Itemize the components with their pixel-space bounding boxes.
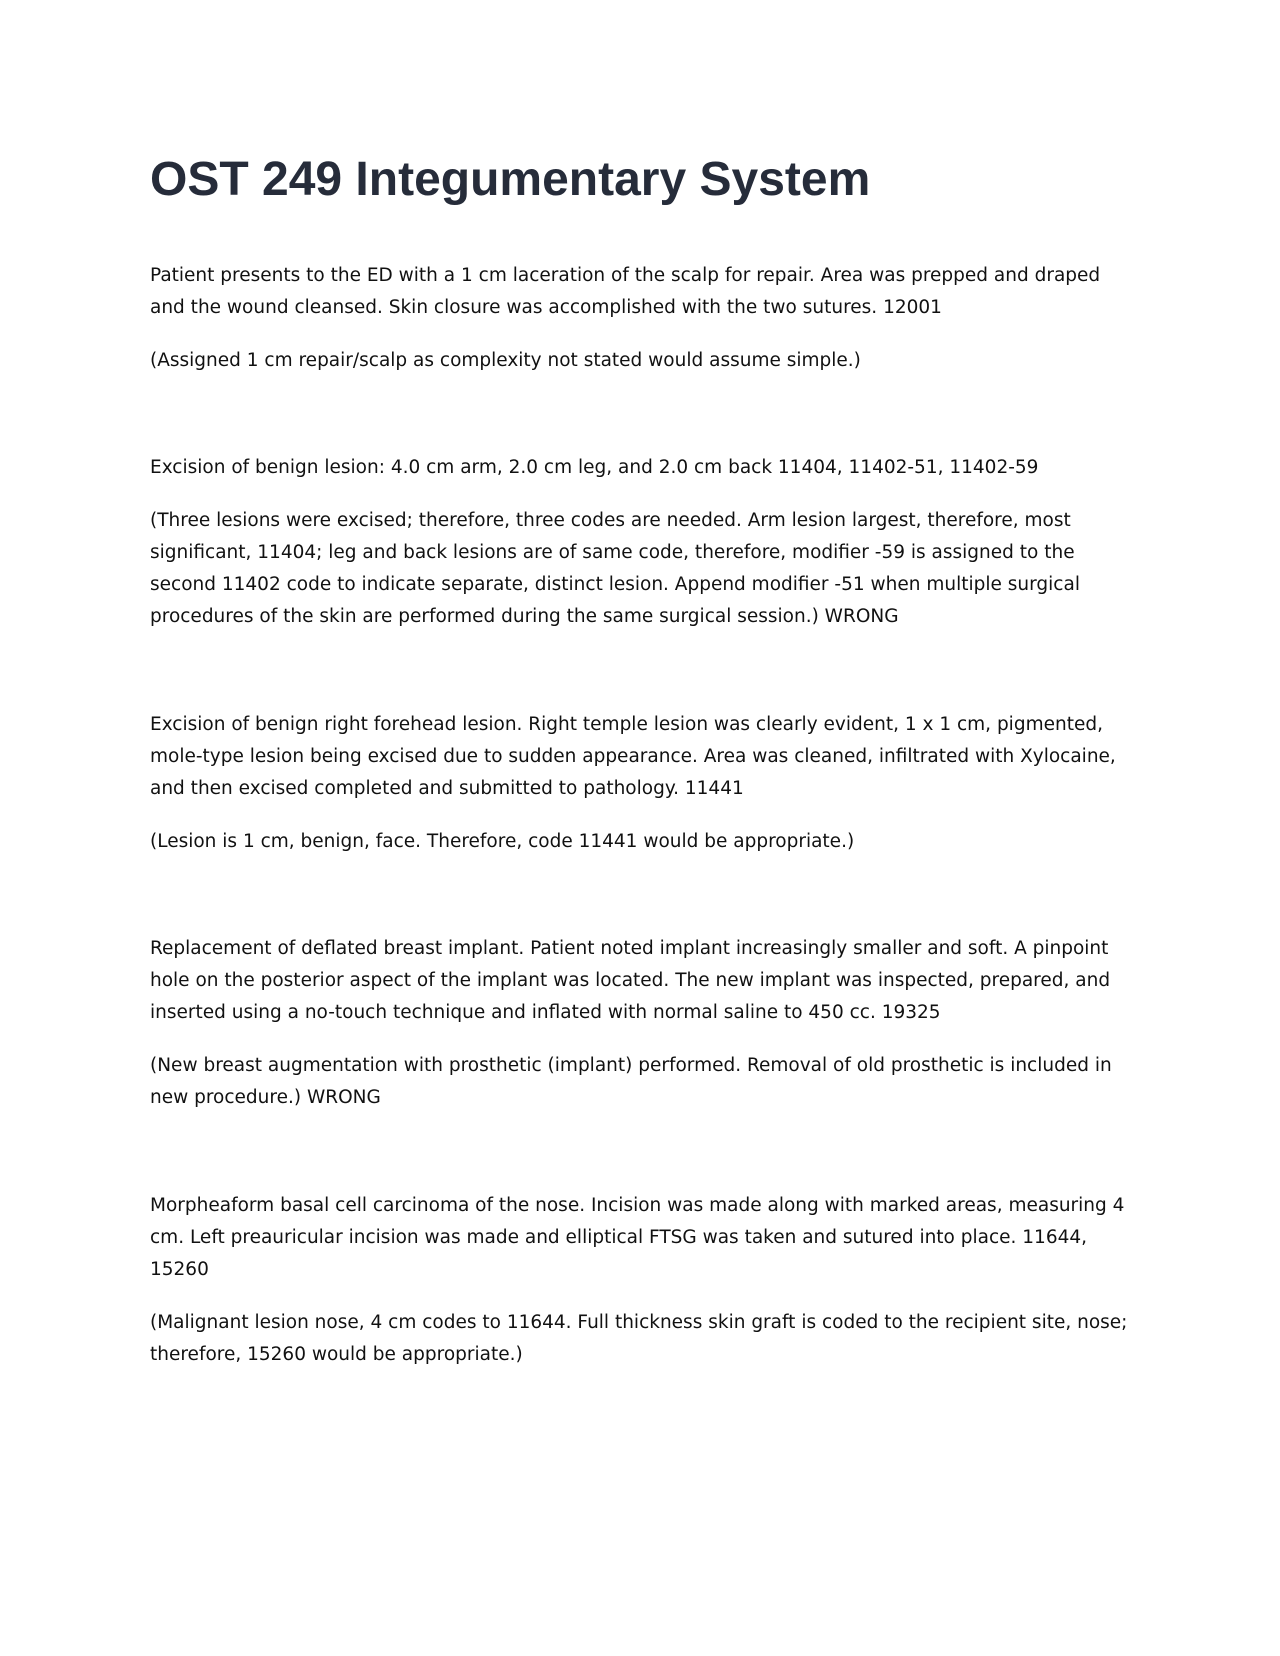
entry-note: (Three lesions were excised; therefore, three codes are needed. Arm lesion largest, therefore, most significant, 11404; leg and back lesions are of same code, therefore, modifier -59 is assigned to the second 11402 code to indicate separate, distinct lesion. Append modifier -51 when multiple surgical procedures of the skin are performed during the same surgical session.) WRONG [150,510,1080,627]
entry-block [150,709,1130,858]
entry-question: Morpheaform basal cell carcinoma of the nose. Incision was made along with marked areas, measuring 4 cm. Left preauricular incision was made and elliptical FTSG was taken and sutured into place. 11644, 15260 [150,1195,1125,1280]
entry-note: (New breast augmentation with prosthetic (implant) performed. Removal of old prosthetic is included in new procedure.) WRONG [150,1055,1112,1108]
document-title: OST 249 Integumentary System [150,153,871,206]
entry-note: (Malignant lesion nose, 4 cm codes to 11644. Full thickness skin graft is coded to the recipient site, nose; therefore, 15260 would be appropriate.) [150,1312,1128,1365]
entry-question: Patient presents to the ED with a 1 cm laceration of the scalp for repair. Area was prepped and draped and the wound cleansed. Skin closure was accomplished with the two sutures. 12001 [150,265,1101,318]
entry-block [150,452,1130,633]
entry-block [150,260,1130,377]
entry-block [150,933,1130,1114]
entry-note: (Lesion is 1 cm, benign, face. Therefore, code 11441 would be appropriate.) [150,831,855,852]
entry-question: Excision of benign lesion: 4.0 cm arm, 2.0 cm leg, and 2.0 cm back 11404, 11402-51, 11402-59 [150,457,1039,478]
entry-question: Excision of benign right forehead lesion. Right temple lesion was clearly evident, 1 x 1 cm, pigmented, mole-type lesion being excised due to sudden appearance. Area was cleaned, infiltrated with Xylocaine, and then excised completed and submitted to pathology. 11441 [150,714,1116,799]
entry-note: (Assigned 1 cm repair/scalp as complexity not stated would assume simple.) [150,350,861,371]
entry-block [150,1190,1130,1371]
entry-question: Replacement of deflated breast implant. Patient noted implant increasingly smaller and soft. A pinpoint hole on the posterior aspect of the implant was located. The new implant was inspected, prepared, and inserted using a no-touch technique and inflated with normal saline to 450 cc. 19325 [150,938,1111,1023]
